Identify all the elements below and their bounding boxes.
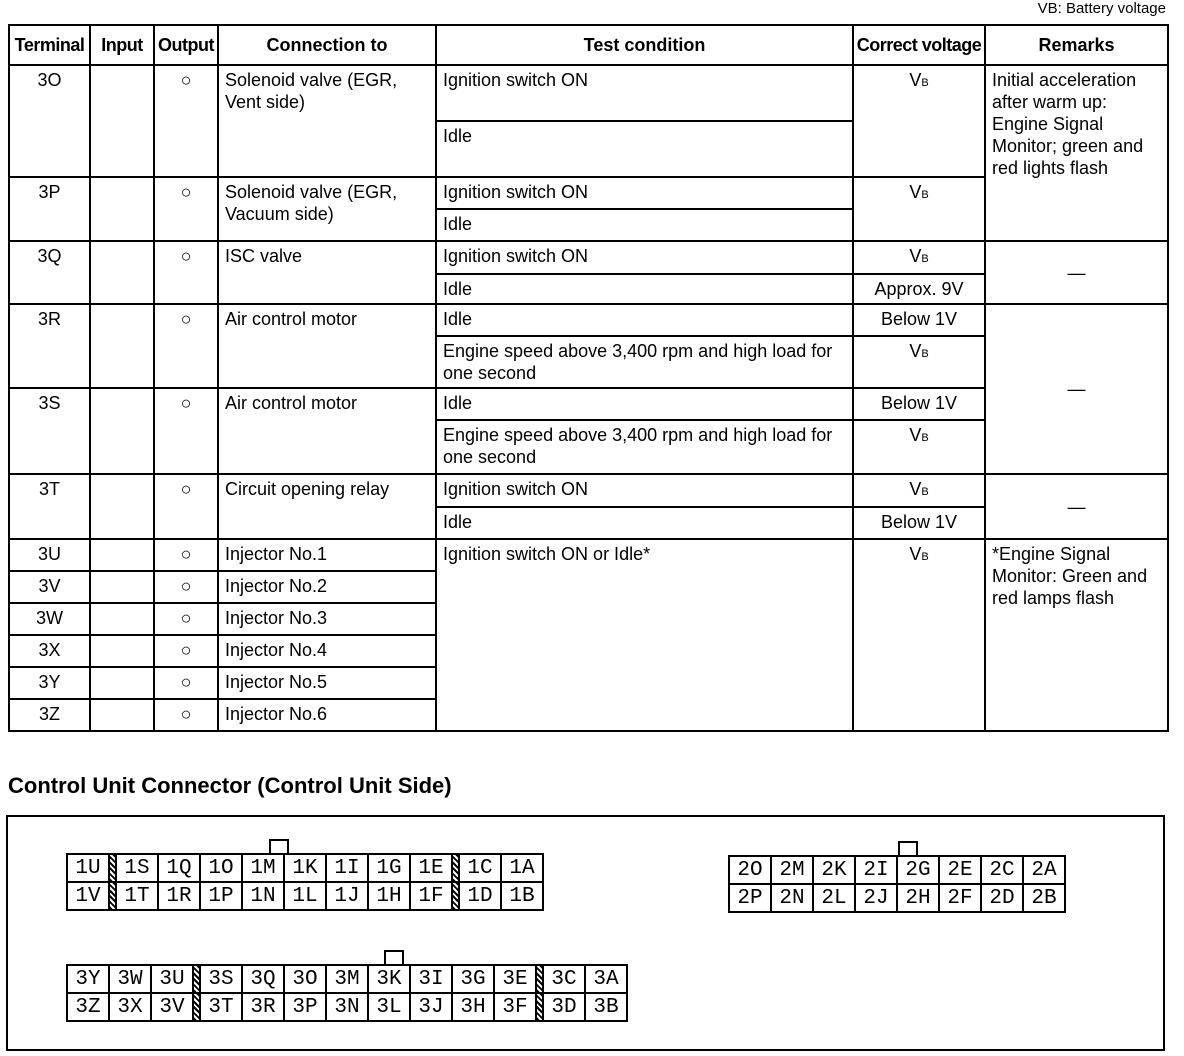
connector-pin: 3S bbox=[199, 964, 243, 994]
connector-pin: 3X bbox=[108, 992, 152, 1022]
voltage-cell: Below 1V bbox=[853, 388, 985, 420]
connector-pin: 2L bbox=[812, 883, 856, 913]
connector-pin-row bbox=[66, 853, 542, 881]
connector-pin: 2P bbox=[728, 883, 772, 913]
header-test-condition: Test condition bbox=[436, 25, 853, 65]
terminal-cell: 3O bbox=[9, 65, 90, 177]
input-cell bbox=[90, 304, 154, 388]
terminal-cell: 3V bbox=[9, 571, 90, 603]
connector-pin: 2G bbox=[896, 855, 940, 885]
terminal-cell: 3U bbox=[9, 539, 90, 571]
remarks-cell: *Engine Signal Monitor: Green and red lamps flash bbox=[985, 539, 1168, 731]
test-condition-cell: Ignition switch ON bbox=[436, 177, 853, 209]
terminal-cell: 3Q bbox=[9, 241, 90, 304]
header-terminal: Terminal bbox=[9, 25, 90, 65]
connector-pin: 1C bbox=[458, 853, 502, 883]
connection-cell: Circuit opening relay bbox=[218, 474, 436, 539]
connection-cell: Injector No.1 bbox=[218, 539, 436, 571]
connector-pin: 1K bbox=[283, 853, 327, 883]
output-mark: ○ bbox=[154, 177, 218, 241]
test-condition-cell: Ignition switch ON or Idle* bbox=[436, 539, 853, 731]
connector-pin: 3E bbox=[493, 964, 537, 994]
table-row bbox=[9, 539, 1168, 571]
output-mark: ○ bbox=[154, 539, 218, 571]
connector-pin: 3A bbox=[584, 964, 628, 994]
voltage-cell: VB bbox=[853, 336, 985, 388]
output-mark: ○ bbox=[154, 699, 218, 731]
connector-pin: 1U bbox=[66, 853, 110, 883]
test-condition-cell: Idle bbox=[436, 507, 853, 539]
connector-pin: 3M bbox=[325, 964, 369, 994]
connector-pin: 1T bbox=[115, 881, 159, 911]
terminal-cell: 3W bbox=[9, 603, 90, 635]
test-condition-cell: Idle bbox=[436, 121, 853, 177]
connector-pin: 3N bbox=[325, 992, 369, 1022]
connector-2 bbox=[728, 855, 1064, 911]
connector-pin: 3L bbox=[367, 992, 411, 1022]
connector-pin: 3D bbox=[542, 992, 586, 1022]
voltage-cell: VB bbox=[853, 241, 985, 274]
input-cell bbox=[90, 177, 154, 241]
terminal-cell: 3R bbox=[9, 304, 90, 388]
test-condition-cell: Engine speed above 3,400 rpm and high load for one second bbox=[436, 336, 853, 388]
battery-voltage-note: VB: Battery voltage bbox=[1037, 0, 1166, 17]
connector-pin: 1B bbox=[500, 881, 544, 911]
connector-pin: 2D bbox=[980, 883, 1024, 913]
connector-pin: 3H bbox=[451, 992, 495, 1022]
table-row bbox=[9, 241, 1168, 274]
connector-pin: 3O bbox=[283, 964, 327, 994]
terminal-cell: 3Z bbox=[9, 699, 90, 731]
connection-cell: Injector No.2 bbox=[218, 571, 436, 603]
table-row bbox=[9, 474, 1168, 507]
connector-pin: 3T bbox=[199, 992, 243, 1022]
voltage-cell: VB bbox=[853, 177, 985, 241]
output-mark: ○ bbox=[154, 474, 218, 539]
voltage-cell: Below 1V bbox=[853, 304, 985, 336]
remarks-cell: Initial acceleration after warm up: Engine Signal Monitor; green and red lights flash bbox=[985, 65, 1168, 241]
test-condition-cell: Ignition switch ON bbox=[436, 241, 853, 274]
connector-3-key bbox=[384, 950, 404, 964]
connection-cell: ISC valve bbox=[218, 241, 436, 304]
connector-pin: 3P bbox=[283, 992, 327, 1022]
test-condition-cell: Idle bbox=[436, 209, 853, 241]
output-mark: ○ bbox=[154, 667, 218, 699]
connection-cell: Injector No.4 bbox=[218, 635, 436, 667]
connector-pin: 2K bbox=[812, 855, 856, 885]
header-output: Output bbox=[154, 25, 218, 65]
connector-pin: 1N bbox=[241, 881, 285, 911]
connector-pin: 1E bbox=[409, 853, 453, 883]
header-remarks: Remarks bbox=[985, 25, 1168, 65]
connector-pin: 1O bbox=[199, 853, 243, 883]
input-cell bbox=[90, 603, 154, 635]
input-cell bbox=[90, 65, 154, 177]
connector-pin: 1G bbox=[367, 853, 411, 883]
connector-pin: 1A bbox=[500, 853, 544, 883]
connector-pin: 3Q bbox=[241, 964, 285, 994]
connector-pin: 2A bbox=[1022, 855, 1066, 885]
table-header-row bbox=[9, 25, 1168, 65]
terminal-cell: 3S bbox=[9, 388, 90, 474]
connector-pin: 2O bbox=[728, 855, 772, 885]
input-cell bbox=[90, 539, 154, 571]
connector-3 bbox=[66, 964, 626, 1020]
test-condition-cell: Ignition switch ON bbox=[436, 474, 853, 507]
voltage-cell: Below 1V bbox=[853, 507, 985, 539]
test-condition-cell: Idle bbox=[436, 304, 853, 336]
connector-pin: 1S bbox=[115, 853, 159, 883]
terminal-spec-table bbox=[8, 24, 1169, 732]
connection-cell: Air control motor bbox=[218, 388, 436, 474]
connector-pin-row bbox=[728, 883, 1064, 911]
connector-pin: 3K bbox=[367, 964, 411, 994]
connector-pin: 2C bbox=[980, 855, 1024, 885]
connector-pin: 3W bbox=[108, 964, 152, 994]
input-cell bbox=[90, 571, 154, 603]
connector-2-key bbox=[898, 841, 918, 855]
connector-pin: 1I bbox=[325, 853, 369, 883]
connection-cell: Air control motor bbox=[218, 304, 436, 388]
output-mark: ○ bbox=[154, 65, 218, 177]
connector-pin: 3U bbox=[150, 964, 194, 994]
terminal-cell: 3Y bbox=[9, 667, 90, 699]
voltage-cell: VB bbox=[853, 420, 985, 474]
connector-1 bbox=[66, 853, 542, 909]
connector-pin: 2H bbox=[896, 883, 940, 913]
connection-cell: Solenoid valve (EGR, Vent side) bbox=[218, 65, 436, 177]
output-mark: ○ bbox=[154, 635, 218, 667]
input-cell bbox=[90, 388, 154, 474]
connector-pin: 2E bbox=[938, 855, 982, 885]
terminal-cell: 3T bbox=[9, 474, 90, 539]
header-connection: Connection to bbox=[218, 25, 436, 65]
voltage-cell: VB bbox=[853, 539, 985, 731]
connector-pin: 1L bbox=[283, 881, 327, 911]
remarks-dash: — bbox=[985, 474, 1168, 539]
input-cell bbox=[90, 241, 154, 304]
connector-pin: 1M bbox=[241, 853, 285, 883]
input-cell bbox=[90, 635, 154, 667]
connector-pin: 2M bbox=[770, 855, 814, 885]
connector-pin-row bbox=[66, 992, 626, 1020]
input-cell bbox=[90, 474, 154, 539]
connector-pin: 1J bbox=[325, 881, 369, 911]
voltage-cell: VB bbox=[853, 65, 985, 177]
output-mark: ○ bbox=[154, 388, 218, 474]
test-condition-cell: Ignition switch ON bbox=[436, 65, 853, 121]
connector-pin-row bbox=[66, 881, 542, 909]
connector-pin: 3Z bbox=[66, 992, 110, 1022]
voltage-cell: Approx. 9V bbox=[853, 274, 985, 304]
input-cell bbox=[90, 699, 154, 731]
connector-pin: 1D bbox=[458, 881, 502, 911]
connector-pin: 3J bbox=[409, 992, 453, 1022]
connector-pin: 3V bbox=[150, 992, 194, 1022]
connector-pin: 2B bbox=[1022, 883, 1066, 913]
test-condition-cell: Idle bbox=[436, 388, 853, 420]
connector-pin: 2N bbox=[770, 883, 814, 913]
connector-pin: 1V bbox=[66, 881, 110, 911]
connector-pin: 3C bbox=[542, 964, 586, 994]
connector-pin-row bbox=[66, 964, 626, 992]
connector-pin: 3F bbox=[493, 992, 537, 1022]
remarks-dash: — bbox=[985, 304, 1168, 474]
output-mark: ○ bbox=[154, 571, 218, 603]
connector-pin: 1P bbox=[199, 881, 243, 911]
voltage-cell: VB bbox=[853, 474, 985, 507]
connector-pin: 3G bbox=[451, 964, 495, 994]
connection-cell: Injector No.5 bbox=[218, 667, 436, 699]
connector-pin: 2I bbox=[854, 855, 898, 885]
output-mark: ○ bbox=[154, 603, 218, 635]
remarks-dash: — bbox=[985, 241, 1168, 304]
terminal-cell: 3P bbox=[9, 177, 90, 241]
output-mark: ○ bbox=[154, 304, 218, 388]
connection-cell: Solenoid valve (EGR, Vacuum side) bbox=[218, 177, 436, 241]
connection-cell: Injector No.3 bbox=[218, 603, 436, 635]
terminal-cell: 3X bbox=[9, 635, 90, 667]
connector-pin: 1R bbox=[157, 881, 201, 911]
connector-diagram-panel bbox=[6, 815, 1165, 1051]
table-row bbox=[9, 304, 1168, 336]
output-mark: ○ bbox=[154, 241, 218, 304]
connector-pin: 2J bbox=[854, 883, 898, 913]
test-condition-cell: Engine speed above 3,400 rpm and high load for one second bbox=[436, 420, 853, 474]
header-input: Input bbox=[90, 25, 154, 65]
connector-pin: 1H bbox=[367, 881, 411, 911]
connector-pin: 3Y bbox=[66, 964, 110, 994]
table-row bbox=[9, 65, 1168, 121]
connection-cell: Injector No.6 bbox=[218, 699, 436, 731]
input-cell bbox=[90, 667, 154, 699]
connector-pin: 3B bbox=[584, 992, 628, 1022]
connector-pin: 1Q bbox=[157, 853, 201, 883]
connector-pin: 2F bbox=[938, 883, 982, 913]
test-condition-cell: Idle bbox=[436, 274, 853, 304]
connector-heading: Control Unit Connector (Control Unit Side) bbox=[8, 773, 452, 798]
connector-pin-row bbox=[728, 855, 1064, 883]
connector-pin: 3I bbox=[409, 964, 453, 994]
connector-pin: 3R bbox=[241, 992, 285, 1022]
connector-1-key bbox=[269, 839, 289, 853]
connector-pin: 1F bbox=[409, 881, 453, 911]
header-correct-voltage: Correct voltage bbox=[853, 25, 985, 65]
